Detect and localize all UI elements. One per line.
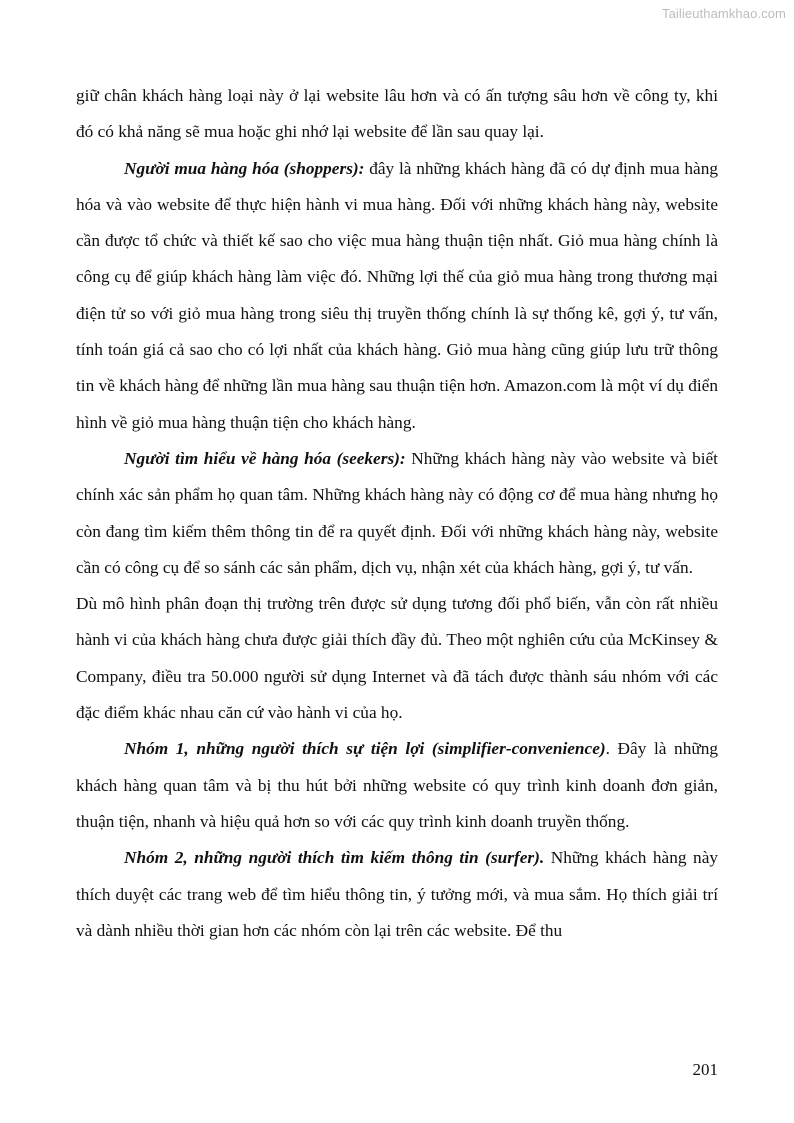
- paragraph-group-1: [76, 731, 718, 840]
- term-group-2: Nhóm 2, những người thích tìm kiếm thông tin (surfer).: [124, 848, 545, 868]
- paragraph-group-2: [76, 840, 718, 949]
- term-shoppers: Người mua hàng hóa (shoppers):: [124, 158, 365, 178]
- paragraph-shoppers-text: đây là những khách hàng đã có dự định mua hàng hóa và vào website để thực hiện hành vi mua hàng. Đối với những khách hàng này, website cần được tổ chức và thiết kế sao cho việc mua hàng thuận tiện nhất. Giỏ mua hàng chính là công cụ để giúp khách hàng làm việc đó. Những lợi thế của giỏ mua hàng trong thương mại điện tử so với giỏ mua hàng trong siêu thị truyền thống chính là sự thống kê, gợi ý, tư vấn, tính toán giá cả sao cho có lợi nhất của khách hàng. Giỏ mua hàng cũng giúp lưu trữ thông tin về khách hàng để những lần mua hàng sau thuận tiện hơn. Amazon.com là một ví dụ điển hình về giỏ mua hàng thuận tiện cho khách hàng.: [76, 158, 718, 432]
- term-group-1: Nhóm 1, những người thích sự tiện lợi (simplifier-convenience): [124, 739, 606, 759]
- paragraph-shoppers: [76, 151, 718, 441]
- paragraph-seekers-text: Những khách hàng này vào website và biết chính xác sản phẩm họ quan tâm. Những khách hàng này có động cơ để mua hàng nhưng họ còn đang tìm kiếm thêm thông tin để ra quyết định. Đối với những khách hàng này, website cần có công cụ để so sánh các sản phẩm, dịch vụ, nhận xét của khách hàng, gợi ý, tư vấn.: [76, 448, 718, 577]
- paragraph-group-1-text: . Đây là những khách hàng quan tâm và bị thu hút bởi những website có quy trình kinh doanh đơn giản, thuận tiện, nhanh và hiệu quả hơn so với các quy trình kinh doanh truyền thống.: [76, 739, 718, 831]
- paragraph-group-2-text: Những khách hàng này thích duyệt các trang web để tìm hiểu thông tin, ý tưởng mới, và mua sắm. Họ thích giải trí và dành nhiều thời gian hơn các nhóm còn lại trên các website. Để thu: [76, 848, 718, 940]
- paragraph-seekers: [76, 441, 718, 586]
- paragraph-segmentation: [76, 586, 718, 731]
- paragraph-1-text: giữ chân khách hàng loại này ở lại website lâu hơn và có ấn tượng sâu hơn về công ty, khi đó có khả năng sẽ mua hoặc ghi nhớ lại website để lần sau quay lại.: [76, 86, 718, 142]
- term-seekers: Người tìm hiểu về hàng hóa (seekers):: [124, 448, 406, 468]
- watermark: Tailieuthamkhao.com: [661, 6, 786, 21]
- document-body: [76, 78, 718, 949]
- page-number: 201: [692, 1060, 718, 1079]
- paragraph-1: [76, 78, 718, 151]
- paragraph-segmentation-text: Dù mô hình phân đoạn thị trường trên được sử dụng tương đối phổ biến, vẫn còn rất nhiều hành vi của khách hàng chưa được giải thích đầy đủ. Theo một nghiên cứu của McKinsey & Company, điều tra 50.000 người sử dụng Internet và đã tách được thành sáu nhóm với các đặc điểm khác nhau căn cứ vào hành vi của họ.: [76, 594, 718, 723]
